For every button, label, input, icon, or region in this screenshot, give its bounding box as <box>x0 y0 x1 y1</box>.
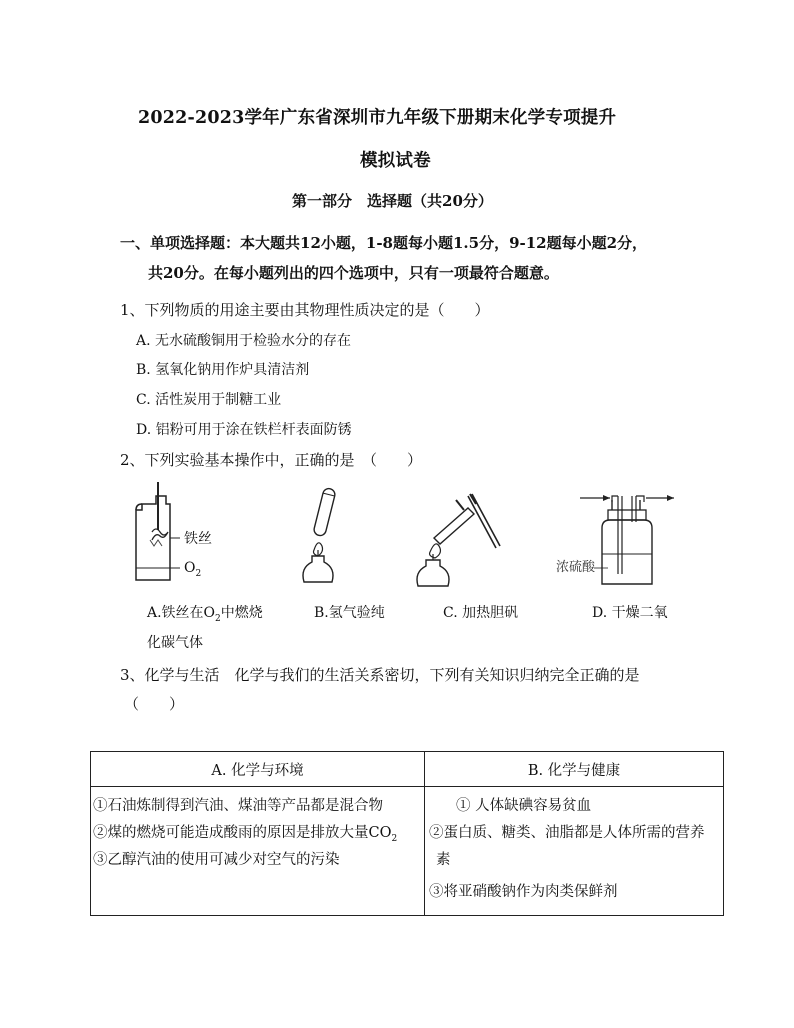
q3-knowledge-table <box>90 751 724 916</box>
caption-a-prefix: A.铁丝在O <box>147 605 216 621</box>
col-b-item-1: ① 人体缺碘容易贫血 <box>456 798 592 814</box>
figure-hydrogen-purity-test <box>296 486 346 586</box>
table-body-row <box>91 787 724 916</box>
caption-d: D. 干燥二氧 <box>592 605 668 621</box>
figure-heating-copper-sulfate <box>412 490 512 590</box>
col-b-item-2-wrap: 素 <box>436 852 451 868</box>
q3-answer-blank: （ ） <box>124 695 185 713</box>
caption-a-subscript: 2 <box>215 613 221 624</box>
q2-stem: 2、下列实验基本操作中，正确的是 （ ） <box>120 451 423 469</box>
part-title: 第一部分 选择题（共20分） <box>292 192 493 210</box>
q1-option-c: C. 活性炭用于制糖工业 <box>136 392 282 408</box>
q1-option-b: B. 氢氧化钠用作炉具清洁剂 <box>136 362 310 378</box>
col-a-item-2 <box>93 821 397 844</box>
q1-stem: 1、下列物质的用途主要由其物理性质决定的是（ ） <box>120 301 490 319</box>
col-a-header: A. 化学与环境 <box>91 752 425 787</box>
col-b-header: B. 化学与健康 <box>425 752 724 787</box>
q1-option-a: A. 无水硫酸铜用于检验水分的存在 <box>136 333 352 349</box>
col-a-item-2-text: ②煤的燃烧可能造成酸雨的原因是排放大量CO <box>93 825 392 841</box>
caption-b: B.氢气验纯 <box>314 605 385 621</box>
exam-title-line2: 模拟试卷 <box>360 151 431 171</box>
col-a-item-3: ③乙醇汽油的使用可减少对空气的污染 <box>93 852 340 868</box>
caption-a <box>147 602 263 624</box>
figure-iron-wire-combustion <box>130 482 230 588</box>
section-instruction-line1: 一、单项选择题：本大题共12小题，1-8题每小题1.5分，9-12题每小题2分， <box>120 234 648 252</box>
q1-option-d: D. 铝粉可用于涂在铁栏杆表面防锈 <box>136 422 352 438</box>
label-o2-text: O <box>184 560 196 576</box>
label-iron-wire: 铁丝 <box>184 531 212 547</box>
figure-gas-drying-bottle <box>552 488 692 590</box>
col-a-item-2-subscript: 2 <box>391 833 398 844</box>
test-tube-lamp-drawing <box>296 486 346 586</box>
caption-a-suffix: 中燃烧 <box>220 605 263 621</box>
label-o2-subscript: 2 <box>195 568 202 579</box>
section-instruction-line2: 共20分。在每小题列出的四个选项中，只有一项最符合题意。 <box>148 264 559 282</box>
tube-clamp-drawing <box>412 490 512 590</box>
col-a-cell <box>91 787 425 916</box>
label-concentrated-sulfuric-acid: 浓硫酸 <box>556 560 596 575</box>
q3-stem: 3、化学与生活 化学与我们的生活关系密切，下列有关知识归纳完全正确的是 <box>120 666 640 684</box>
table-header-row <box>91 752 724 787</box>
label-o2 <box>184 560 201 579</box>
caption-c: C. 加热胆矾 <box>443 605 519 621</box>
col-b-item-2: ②蛋白质、糖类、油脂都是人体所需的营养 <box>429 825 705 841</box>
col-b-item-3: ③将亚硝酸钠作为肉类保鲜剂 <box>429 884 618 900</box>
bottle-drawing <box>130 482 230 588</box>
col-a-item-1: ①石油炼制得到汽油、煤油等产品都是混合物 <box>93 798 383 814</box>
exam-title-line1: 2022-2023学年广东省深圳市九年级下册期末化学专项提升 <box>138 108 617 128</box>
col-b-cell <box>425 787 724 916</box>
caption-d-continued: 化碳气体 <box>147 635 203 651</box>
